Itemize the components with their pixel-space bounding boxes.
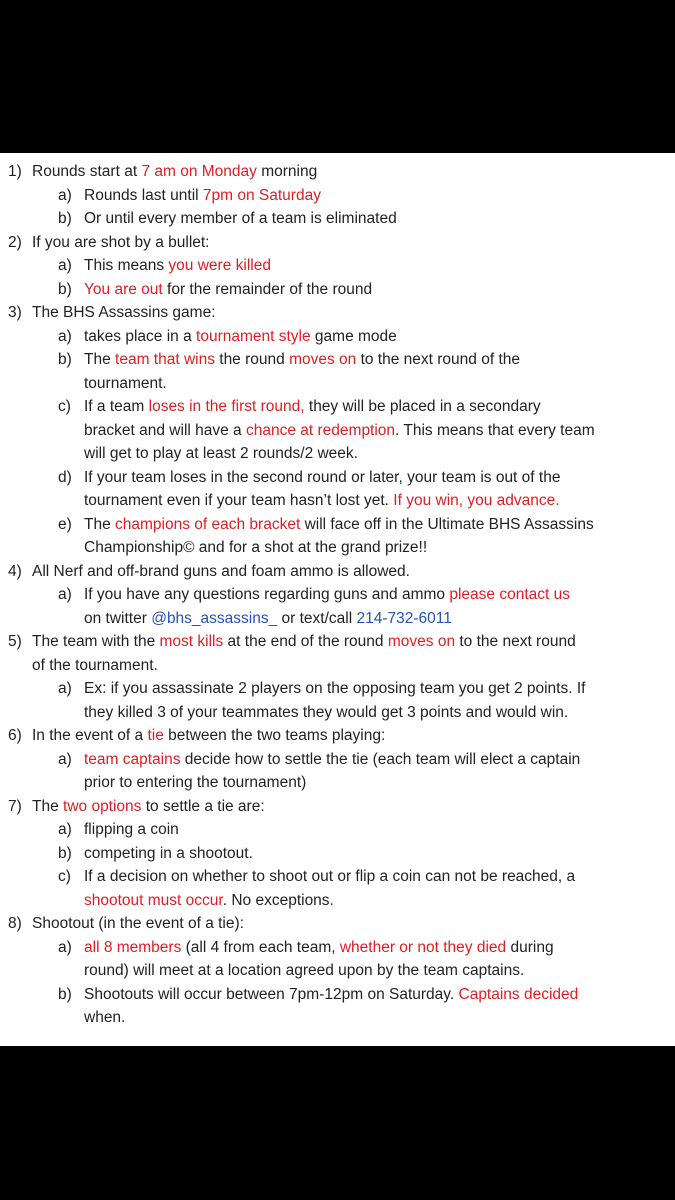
highlighted-text: tournament style: [196, 327, 311, 345]
highlighted-text: chance at redemption: [245, 421, 396, 439]
rule-subitem: [84, 491, 560, 511]
highlighted-text: please contact us: [449, 586, 570, 603]
rule-subitem: [84, 820, 179, 840]
list-marker: b): [58, 351, 72, 368]
text-segment: tournament even if your team hasn’t lost yet.: [84, 492, 394, 509]
text-segment: The: [32, 797, 64, 815]
contact-text: 214-732-6011: [356, 609, 452, 627]
list-marker: 1): [8, 163, 22, 180]
list-marker: b): [58, 210, 72, 227]
text-segment: The: [84, 351, 116, 368]
highlighted-text: all 8 members: [84, 938, 182, 956]
rule-item: [32, 233, 210, 253]
text-segment: If a decision on whether to shoot out or flip a coin can not be reached, a: [84, 868, 576, 885]
text-segment: or text/call: [277, 609, 357, 627]
text-segment: Or until every member of a team is eliminated: [84, 210, 397, 227]
text-segment: they killed 3 of your teammates they would get 3 points and would win.: [84, 703, 569, 721]
text-segment: The BHS Assassins game:: [32, 304, 216, 321]
text-segment: . No exceptions.: [222, 891, 334, 909]
rule-subitem: [84, 256, 271, 276]
rule-subitem: [84, 374, 167, 394]
list-marker: a): [58, 938, 72, 956]
text-segment: If your team loses in the second round or later, your team is out of the: [84, 468, 561, 486]
list-marker: 4): [8, 562, 22, 580]
rule-subitem: [84, 468, 560, 488]
text-segment: they will be placed in a secondary: [304, 398, 541, 415]
text-segment: flipping a coin: [84, 821, 179, 838]
text-segment: at the end of the round: [223, 633, 388, 650]
text-segment: bracket and will have a: [84, 421, 246, 439]
list-marker: a): [58, 680, 72, 697]
rule-item: [32, 914, 244, 934]
list-marker: 7): [8, 797, 22, 815]
text-segment: between the two teams playing:: [163, 727, 386, 744]
text-segment: Shootouts will occur between 7pm-12pm on Saturday.: [84, 985, 459, 1003]
rule-subitem: [84, 867, 575, 887]
text-segment: Rounds: [32, 163, 90, 180]
rule-item: [32, 162, 317, 182]
highlighted-text: you were killed: [168, 257, 271, 274]
list-marker: 3): [8, 304, 22, 321]
rule-subitem: [84, 280, 372, 300]
rule-subitem: [84, 844, 253, 864]
rule-item: [32, 797, 265, 817]
highlighted-text: 7pm on Saturday: [202, 186, 321, 204]
text-segment: Ex: if you assassinate 2 players on the opposing team you get 2 points. If: [84, 680, 586, 697]
rule-item: [32, 726, 385, 746]
rule-item: [32, 303, 216, 323]
rule-subitem: [84, 750, 580, 770]
rule-subitem: [84, 397, 541, 417]
text-segment: the round: [214, 351, 290, 368]
text-segment: to settle a tie are:: [141, 797, 265, 815]
rule-subitem: [84, 985, 578, 1005]
list-marker: a): [58, 257, 72, 274]
list-marker: a): [58, 821, 72, 838]
text-segment: decide how to settle the tie (each team will elect a captain: [180, 750, 581, 768]
highlighted-text: two options: [63, 797, 142, 815]
rule-item: [32, 656, 158, 676]
rule-subitem: [84, 538, 427, 558]
text-segment: competing in a shootout.: [84, 844, 253, 862]
rule-subitem: [84, 186, 321, 206]
list-marker: 6): [8, 727, 22, 744]
list-marker: b): [58, 985, 72, 1003]
highlighted-text: most kills: [159, 633, 224, 650]
text-segment: when.: [84, 1009, 126, 1026]
rule-subitem: [84, 609, 452, 629]
text-segment: start: [89, 163, 120, 180]
text-segment: for the remainder of the round: [162, 280, 373, 298]
highlighted-text: Captains decided: [458, 985, 579, 1003]
rule-subitem: [84, 1008, 125, 1028]
rule-subitem: [84, 209, 397, 229]
text-segment: tournament.: [84, 374, 167, 392]
rule-subitem: [84, 585, 570, 605]
rule-item: [32, 632, 576, 652]
text-segment: during: [506, 938, 554, 956]
list-marker: a): [58, 750, 72, 768]
rule-subitem: [84, 444, 358, 464]
list-marker: b): [58, 844, 72, 862]
list-marker: 5): [8, 633, 22, 650]
highlighted-text: moves on: [289, 351, 357, 368]
text-segment: Shootout (in the event of a tie):: [32, 915, 244, 932]
text-segment: to the next round: [455, 633, 576, 650]
text-segment: on twitter: [84, 609, 152, 627]
list-marker: e): [58, 515, 72, 533]
text-segment: Championship© and for a shot at the grand prize!!: [84, 539, 428, 556]
highlighted-text: champions of each bracket: [115, 515, 301, 533]
text-segment: If you are shot by a bullet:: [32, 233, 210, 251]
text-segment: at: [119, 163, 142, 180]
rule-subitem: [84, 961, 524, 981]
list-marker: a): [58, 327, 72, 345]
rules-document: [0, 153, 675, 1046]
text-segment: of the tournament.: [32, 656, 158, 674]
text-segment: The: [84, 515, 116, 533]
highlighted-text: If you win, you advance.: [393, 492, 560, 509]
rule-subitem: [84, 891, 334, 911]
rule-subitem: [84, 773, 306, 793]
text-segment: This means: [84, 257, 169, 274]
highlighted-text: 7 am on Monday: [141, 163, 257, 180]
rule-subitem: [84, 421, 595, 441]
text-segment: The team with the: [32, 633, 160, 650]
rule-subitem: [84, 703, 568, 723]
highlighted-text: team captains: [84, 750, 181, 768]
highlighted-text: team that wins: [115, 351, 215, 368]
text-segment: takes place in a: [84, 327, 197, 345]
highlighted-text: whether or not they died: [339, 938, 507, 956]
list-marker: a): [58, 186, 72, 204]
list-marker: 2): [8, 233, 22, 251]
rule-item: [32, 562, 410, 582]
text-segment: will get to play at least 2 rounds/2 week.: [84, 445, 358, 462]
text-segment: prior to entering the tournament): [84, 774, 307, 791]
text-segment: game mode: [310, 327, 397, 345]
highlighted-text: shootout must occur: [84, 891, 223, 909]
list-marker: c): [58, 868, 71, 885]
text-segment: . This means that every team: [395, 421, 595, 439]
rule-subitem: [84, 679, 585, 699]
text-segment: In the event of a: [32, 727, 148, 744]
highlighted-text: tie: [147, 727, 164, 744]
list-marker: d): [58, 468, 72, 486]
text-segment: to the next round of the: [356, 351, 520, 368]
rule-subitem: [84, 515, 594, 535]
text-segment: round) will meet at a location agreed upon by the team captains.: [84, 962, 525, 979]
list-marker: 8): [8, 915, 22, 932]
rule-subitem: [84, 327, 397, 347]
contact-text: @bhs_assassins_: [151, 609, 278, 627]
highlighted-text: moves on: [387, 633, 456, 650]
text-segment: morning: [256, 163, 318, 180]
highlighted-text: loses in the first round,: [148, 398, 305, 415]
list-marker: a): [58, 586, 72, 603]
text-segment: If a team: [84, 398, 149, 415]
highlighted-text: You are out: [84, 280, 163, 298]
text-segment: (all 4 from each team,: [181, 938, 340, 956]
rule-subitem: [84, 938, 554, 958]
text-segment: If you have any questions regarding guns and ammo: [84, 586, 450, 603]
text-segment: Rounds last until: [84, 186, 203, 204]
list-marker: b): [58, 280, 72, 298]
text-segment: All Nerf and off-brand guns and foam ammo is allowed.: [32, 562, 410, 580]
list-marker: c): [58, 398, 71, 415]
text-segment: will face off in the Ultimate BHS Assassins: [300, 515, 594, 533]
rule-subitem: [84, 350, 520, 370]
